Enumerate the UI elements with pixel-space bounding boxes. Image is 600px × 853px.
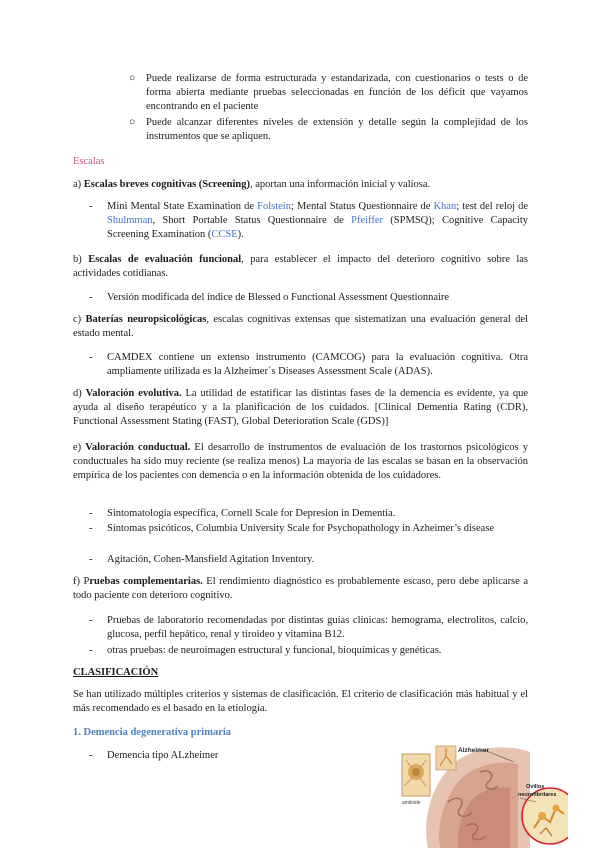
figure-label-alzheimer: Alzheimer [458, 747, 490, 754]
link-khan[interactable]: Khan [433, 201, 457, 212]
intro-list-item: Puede realizarse de forma estructurada y estandarizada, con cuestionarios o tests o de forma abierta mediante pruebas seleccionadas en función de los déficit que vayamos encontrando en el paciente [146, 73, 528, 113]
dash-bullet: - [89, 750, 93, 761]
list-item-e: Agitación, Cohen-Mansfield Agitation Inventory. [107, 554, 315, 565]
brain-illustration-icon [400, 742, 568, 848]
paragraph-a: a) Escalas breves cognitivas (Screening), aportan una información inicial y valiosa. [73, 179, 431, 190]
link-folstein[interactable]: Folstein [257, 201, 291, 212]
figure-label-neurofibrilares: neurofibrilares [518, 792, 557, 798]
clasificacion-heading: CLASIFICACIÓN [73, 667, 159, 678]
paragraph-b: b) Escalas de evaluación funcional, para establecer el impacto del deterioro cognitivo sobre las actividades cotidianas. [73, 254, 528, 280]
dash-bullet: - [89, 554, 93, 565]
dash-bullet: - [89, 292, 93, 303]
list-item-section-1: Demencia tipo ALzheimer [107, 750, 219, 761]
escalas-heading: Escalas [73, 156, 105, 167]
intro-list-item: Puede alcanzar diferentes niveles de extensión y detalle según la complejidad de los instrumentos que se apliquen. [146, 117, 528, 143]
dash-bullet: - [89, 645, 93, 656]
section-1-heading: 1. Demencia degenerativa primaria [73, 727, 232, 738]
dash-bullet: - [89, 615, 93, 626]
link-ccse[interactable]: CCSE [211, 229, 238, 241]
paragraph-c: c) Baterías neuropsicológicas, escalas cognitivas extensas que sistematizan una evaluación general del estado mental. [73, 314, 528, 340]
dash-bullet: - [89, 352, 93, 363]
dash-bullet: - [89, 523, 93, 534]
figure-label-ovillos: Ovillos [526, 784, 545, 790]
circle-bullet-icon: ○ [129, 73, 136, 84]
dash-bullet: - [89, 508, 93, 519]
link-pfeiffer[interactable]: Pfeiffer [351, 215, 384, 227]
list-item-e: Síntomas psicóticos, Columbia University Scale for Psychopathology in Azheimer’s disease [107, 523, 495, 534]
list-item-f: otras pruebas: de neuroimagen estructural y funcional, bioquímicas y genéticas. [107, 645, 442, 656]
list-item-f: Pruebas de laboratorio recomendadas por distintas guías clínicas: hemograma, electrolitos, calcio, glucosa, perfil hepático, renal y tiroideo y vitamina B12. [107, 615, 528, 641]
paragraph-e: e) Valoración conductual. El desarrollo de instrumentos de evaluación de los trastornos psicológicos y conductuales ha sido muy reciente (se realiza menos) La mayoría de las escalas se basan en la observación empírica de los pacientes con demencia o en la información obtenida de los cuidadores. [73, 442, 528, 482]
paragraph-d: d) Valoración evolutiva. La utilidad de estatificar las distintas fases de la demencia es evidente, ya que ayuda al diseño terapéutico y a la planificación de los cuidados. [Clinical Dementia Rating (CDR), Functional Assessment Stating (FAST), Global Deterioration Scale (GDS)] [73, 388, 528, 428]
paragraph-f: f) Pruebas complementarias. El rendimiento diagnóstico es probablemente escaso, pero debe aplicarse a todo paciente con deterioro cognitivo. [73, 576, 528, 602]
list-item-b: Versión modificada del índice de Blessed o Functional Assessment Questionnaire [107, 292, 450, 303]
figure-label-amiloide: amiloide [402, 800, 421, 806]
clasificacion-text: Se han utilizado múltiples criterios y sistemas de clasificación. El criterio de clasificación más habitual y el más recomendado es el basado en la etiología. [73, 689, 528, 715]
alzheimer-illustration [400, 742, 568, 848]
link-shulmman[interactable]: Shulmman [107, 215, 153, 227]
list-item-a: Mini Mental State Examination de Folstein; Mental Status Questionnaire de Khan; test del reloj de Shulmman, Short Portable Status Questionnaire de Pfeiffer (SPMSQ); Cognitive Capacity Screening Examination (CCSE). [107, 201, 528, 241]
list-item-e: Sintomatología específica, Cornell Scale for Depresion in Dementia. [107, 508, 396, 519]
list-item-c: CAMDEX contiene un extenso instrumento (CAMCOG) para la evaluación cognitiva. Otra ampliamente utilizada es la Alzheimer´s Diseases Assessment Scale (ADAS). [107, 352, 528, 378]
dash-bullet: - [89, 201, 93, 212]
circle-bullet-icon: ○ [129, 117, 136, 128]
